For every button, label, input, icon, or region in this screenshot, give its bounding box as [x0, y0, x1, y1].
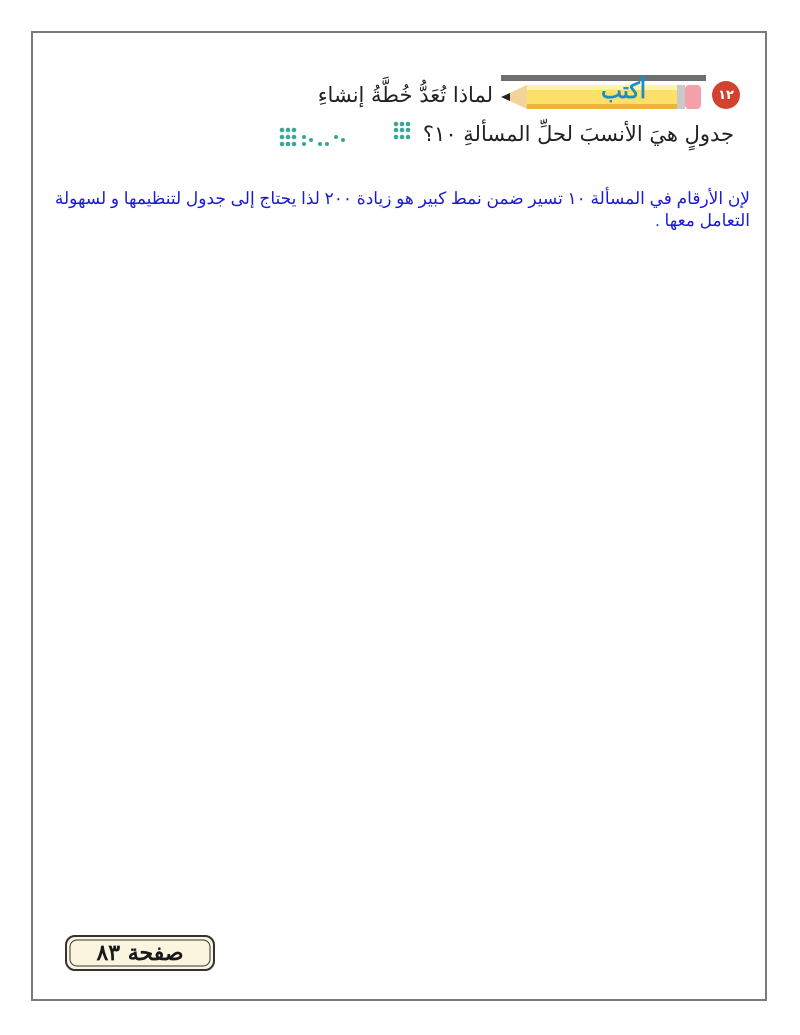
watermark-dots-icon: [276, 118, 426, 152]
question-text-line-2: [260, 122, 734, 146]
question-text-line-1: لماذا تُعَدُّ خُطَّةُ إنشاءِ: [317, 83, 493, 107]
pencil-icon: [501, 75, 706, 115]
page-frame: [31, 31, 767, 1001]
answer-text: لإن الأرقام في المسألة ١٠ تسير ضمن نمط كبير هو زيادة ٢٠٠ لذا يحتاج إلى جدول لتنظيمها و لسهولة التعامل معها .: [54, 189, 750, 230]
page-number-badge: [64, 934, 216, 972]
page-number-label: صفحة ٨٣: [96, 940, 184, 966]
question-block: [260, 70, 740, 146]
question-number-badge: ١٢: [712, 81, 740, 109]
question-line-1: [260, 70, 740, 120]
question-text-line-2-content: جدولٍ هيَ الأنسبَ لحلِّ المسألةِ ١٠؟: [422, 122, 734, 146]
pencil-label: أكتب: [601, 78, 646, 104]
